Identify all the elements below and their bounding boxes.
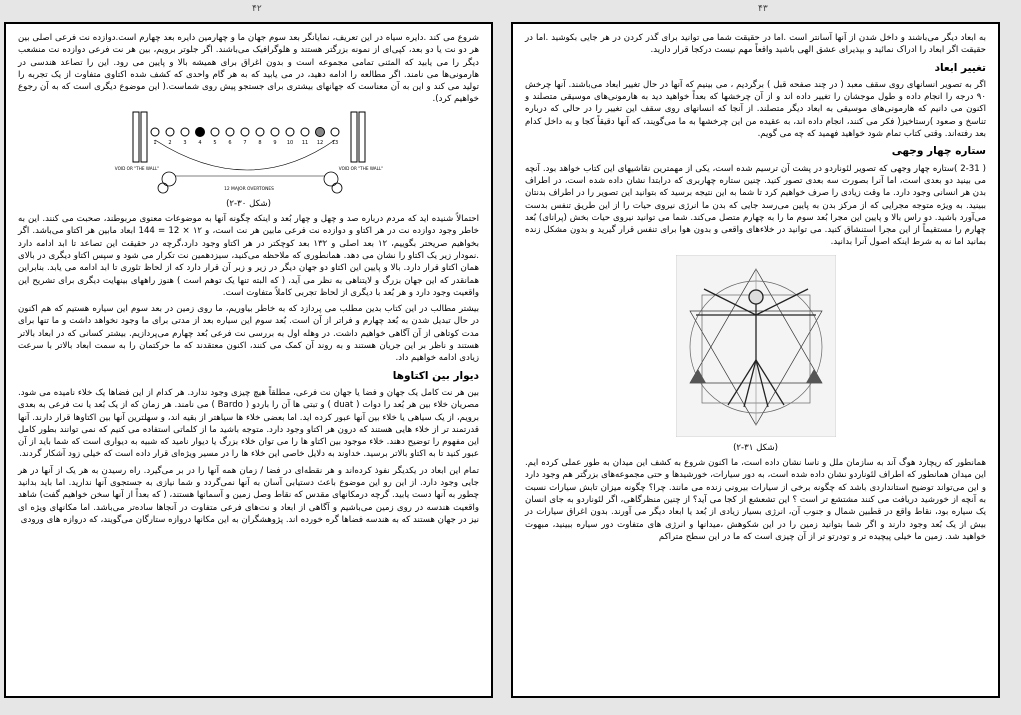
octave-diagram bbox=[99, 110, 399, 194]
note-number: 8 bbox=[257, 139, 262, 146]
page-number-right: ۴۳ bbox=[758, 4, 768, 14]
note-numbers bbox=[153, 140, 338, 146]
note-number: 6 bbox=[227, 139, 232, 146]
left-page-content bbox=[18, 32, 479, 688]
left-paragraph-3: بیشتر مطالب در این کتاب بدین مطلب می پردازد که به خاطر بیاوریم، ما روی زمین در بعد سوم این سیاره هستیم که هم اکنون در حال تبدیل شدن به بُعد چهارم و فراتر از آن است. بُعد سوم این سیاره بعد از مدتی برای ما وجود نخواهد داشت و ما تنها برای مدت کوتاهی از آن آگاهی خواهیم داشت. در وهله اول به بررسی نت فرعی بُعد چهارم می‌پردازیم. بیشتر کسانی که در ابعاد بالاتر هستند و ناظر بر این جریان هستند و به روند آن کمک می کنند، اکنون معتقدند که ما حرکتمان را به سمت ابعاد بالاتر با سرعت زیادی ادامه خواهیم داد. bbox=[18, 304, 479, 364]
right-page-content bbox=[525, 32, 986, 688]
note-number: 5 bbox=[212, 139, 217, 146]
note-circle-13 bbox=[331, 128, 339, 136]
note-circle-12-gray bbox=[315, 127, 324, 136]
note-number: 2 bbox=[167, 139, 172, 146]
right-page bbox=[511, 22, 1000, 698]
right-heading-dimension-shift: تغییر ابعاد bbox=[934, 61, 986, 74]
void-label-right: VOID OR "THE WALL" bbox=[338, 165, 383, 171]
note-circle-2 bbox=[166, 128, 174, 136]
note-circle-10 bbox=[286, 128, 294, 136]
overtone-circle bbox=[158, 183, 168, 193]
right-intro-paragraph: به ابعاد دیگر می‌باشند و داخل شدن از آنها آسانتر است .اما در حقیقت شما می توانید برای گذر کردن در هر جایی بکوشید .اما در حقیقت اگر ابعاد را ادراک نمائید و بپذیرای عشق الهی باشید واقعاً مهم نیست درکجا قرار دارید. bbox=[525, 33, 986, 56]
overtone-circle bbox=[162, 172, 176, 186]
wall-bar-left bbox=[133, 112, 139, 162]
void-label-left: VOID OR "THE WALL" bbox=[114, 165, 159, 171]
note-number: 13 bbox=[331, 139, 338, 146]
page-number-left: ۴۲ bbox=[252, 4, 262, 14]
note-circle-8 bbox=[256, 128, 264, 136]
left-paragraph-5: تمام این ابعاد در یکدیگر نفوذ کرده‌اند و هر نقطه‌ای در فضا / زمان همه آنها را در بر می‌گیرد. راه رسیدن به هر یک از آنها در هر جایی وجود دارد. از این رو این موضوع باعث دستیابی آسان به آنها نمی‌گردد و شما نیازی به جستجوی آنها ندارید. اما باید بدانید چطور به آنها دست یابید. گرچه درمکانهای مقدس که نقاط وصل زمین و آسمانها هستند، ( که بعداً از آنها سخن خواهیم گفت) شاهد واقعیت هندسه در روی زمین می‌باشیم و آگاهی از ابعاد و نت‌های فرعی متفاوت در آنجاها ساده‌تر می‌باشد. اما مکانهای ویژه ای نیز در جهان هستند که به هندسه فضاها گره خورده اند. پژوهشگران به این مکانها دروازه ستارگان می‌گویند، که دروازه های ورودی bbox=[18, 465, 479, 525]
right-heading-star-tetrahedron: ستاره چهار وجهی bbox=[891, 145, 986, 158]
overtone-circle bbox=[332, 183, 342, 193]
note-number: 11 bbox=[301, 139, 308, 146]
right-paragraph-2: ( 2-31 )ستاره چهار وجهی که تصویر لئوناردو در پشت آن ترسیم شده است، یکی از مهمترین نقاشیهای این کتاب خواهد بود. آنچه می بینید دو بعدی است، اما آنرا بصورت سه بعدی تصور کنید. چنین ستاره چهاربری که درابتدا نشان داده شده است، در اطراف بدن هر انسانی وجود دارد. ما وقت زیادی را صرف خواهیم کرد تا شما به این نتیجه برسید که بتوانید این تصویر را در اطراف بدنتان ببینید. به ویژه متوجه مجرایی که از مرکز بدن به پایین می‌رسد جایی که بدن ما انرژی نیروی حیات را از این طریق تنفس بدست می‌آورد باشید. دو راس بالا و پایین این مجرا بُعد سوم ما را به چهارم متصل می‌کند. شما می توانید نیروی حیات بخش (پرانای) بُعد چهارم را مستقیماً از این مجرا استنشاق کنید. می توانید در خلاءهای واقعی و بدون هوا برای تنفس قرار گیرید و بدون مشکل زنده بمانید اما نه به شرط اینکه اصول آنرا بدانید. bbox=[525, 163, 986, 248]
right-figure-caption: (شکل ۳۱-۲) bbox=[733, 442, 778, 453]
note-circle-7 bbox=[241, 128, 249, 136]
wall-bar-right bbox=[351, 112, 357, 162]
note-circle-11 bbox=[301, 128, 309, 136]
note-circle-3 bbox=[181, 128, 189, 136]
note-number: 10 bbox=[286, 139, 293, 146]
left-figure-caption: (شکل ۳۰-۲) bbox=[226, 198, 271, 209]
left-heading-wall: دیوار بین اکتاوها bbox=[392, 369, 479, 382]
left-paragraph-4: بین هر نت کامل یک جهان و فضا یا جهان نت فرعی، مطلقاً هیچ چیزی وجود ندارد. هر کدام از این فضاها یک خلاء نامیده می شود. مصریان خلاء بین هر بُعد را دوات ( duat ) و تبتی ها آن را باردو ( Bardo ) می نامند. هر زمان که از یک بُعد یا نت فرعی به بعدی برویم، از یک سیاهی یا خلاء بین آنها عبور کرده اید. اما بعضی خلاء ها سیاهتر از بقیه اند، و سهلترین آنها بین اکتاوها قرار دارند. آنها قدرتمند تر از خلاء هایی هستند که درون هر اکتاو وجود دارد. متوجه باشید ما از کلماتی استفاده می کنیم که نمی توانند بطور کامل این مفهوم را توضیح دهند. خلاء موجود بین اکتاو ها را می توان خلاء بزرگ یا دیوار نامید که شبیه به دیواری است که شما باید از آن عبور کنید تا به اکتاو بالاتر برسید. خداوند به دلایل خاصی این خلاء ها را در مسیر ویژه‌ای قرار داده است که خیلی زود آشکار گردند. bbox=[18, 387, 479, 460]
left-intro-paragraph: شروع می کند .دایره سیاه در این تعریف، نمایانگر بعد سوم جهان ما و چهارمین دایره بعد چهارم است.دوازده نت فرعی اصلی بین هر دو نت یا دو بعد، کپی‌ای از نمونه بزرگتر هستند و هلوگرافیک می‌باشند. اگر جلوتر برویم، بین هر نت فرعی دوازده نت منشعب دیگر را می یابید که المثنی تمامی مجموعه است و بدون اغراق برای همیشه بالا و پایین می رود. این را تصاعد هندسی در هارمونی‌ها می نامند. اگر مطالعه را ادامه دهید، در می یابید که به هر گام واحدی که کشف شده اکتاوی متفاوت از یک تجربه را تولید می کند و این به آن معناست که جهانهای بیشتری برای جستجو پیش روی شماست.( این موضوع دیگری است که به آن رجوع خواهیم کرد). bbox=[18, 33, 479, 105]
vitruvian-figure bbox=[676, 255, 836, 437]
note-circle-6 bbox=[226, 128, 234, 136]
note-circle-5 bbox=[211, 128, 219, 136]
note-number: 7 bbox=[242, 139, 247, 146]
note-number: 12 bbox=[316, 139, 323, 146]
note-circle-1 bbox=[151, 128, 159, 136]
right-paragraph-1: اگر به تصویر انسانهای روی سقف معبد ( در چند صفحه قبل ) برگردیم ، می بینیم که آنها در حال تغییر ابعاد می‌باشند. آنها چرخش ۹۰ درجه را انجام داده و طول موجشان را تغییر داده اند و از آن چرخشها که بعداً خواهید دید به هارمونی‌های موسیقی متصلند و اکنون می دانیم که هارمونی‌های موسیقی به ابعاد دیگر متصلند. از آنجا که انسانهای روی سقف این تغییر را در حالی که درباره تناسخ و صعود )رستاخیز( فکر می کنند، انجام داده اند، به عقیده من این چرخشها به ما می‌گویند، که آنها دقیقاً کجا و به داخل کدام بعد رفته‌اند. وقتی کتاب تمام شود خواهید فهمید که چه می گویم. bbox=[525, 79, 986, 140]
left-page bbox=[4, 22, 493, 698]
left-paragraph-2: احتمالاً شنیده اید که مردم درباره صد و چهل و چهار بُعد و اینکه چگونه آنها به موضوعات معنوی مربوطند، صحبت می کنند. این به خاطر وجود دوازده نت در هر اکتاو و دوازده نت فرعی مابین هر نت است، و ۱۲ × 12 = 144 ابعاد مابین هر اکتاو می‌باشد. اگر بخواهیم صریحتر بگوییم، ۱۲ بعد اصلی و ۱۳۲ بعد کوچکتر در هر اکتاو وجود دارد،گرچه در حقیقت این تصاعد تا ابد ادامه دارد .نمودار زیر یک اکتاو را نشان می دهد. همانطوری که ملاحظه می‌کنید، سیزدهمین نت تکرار می شود و سپس اکتاو دیگری در بالای همان اکتاو قرار دارد. بالا و پایین این اکتاو دو جهان دیگر در زیر و زبر آن قرار دارد که از لحاظ تئوری تا ابد ادامه می یابد. بنابراین همانقدر که این جهان بزرگ و لایتناهی به نظر می آید، ( که البته تنها یک توهم است ) هنوز راههای بینهایت دیگری برای تشریح این واقعیت وجود دارد و هر بُعد با دیگری از لحاظ تجربی کاملاً متفاوت است. bbox=[18, 214, 479, 298]
note-number: 4 bbox=[197, 139, 202, 146]
note-circle-9 bbox=[271, 128, 279, 136]
overtone-circle bbox=[324, 172, 338, 186]
right-paragraph-3: همانطور که ریچارد هوگ آند به سازمان ملل و ناسا نشان داده است، ما اکنون شروع به کشف این میدان به طور عملی کرده ایم. این میدان همانطور که اطراف لئوناردو نشان داده شده است، به دور سیارات، خورشیدها و حتی مجموعه‌های بزرگتر هم وجود دارد و این می‌تواند توضیح استانداردی باشد که چگونه برخی از سیارات بیرونی زنده می مانند. چرا؟ چگونه میزان تابش سیارات نسبت به آنچه از خورشید دریافت می کنند مشتشع تر است ؟ این تشعشع از کجا می آید؟ از چنین منظرگاهی، اگر لئوناردو به جای انسان یک سیاره بود، نقاط واقع در قطبین شمال و جنوب آن، انرژی بسیار زیادی از بُعد یا ابعاد دیگر می آورند. بدون اغراق سیارات در بیش از یک بُعد وجود دارند و اگر شما بتوانید زمین را در این شکوهش ،میدانها و انرژی های متفاوت دور سیاره ببینید، مبهوت خواهید شد. زمین ما خیلی پیچیده تر و تودرتو تر از آن چیزی است که ما در این سطح متراکم bbox=[525, 458, 986, 542]
wall-bar-left-2 bbox=[141, 112, 147, 162]
vitruvian-star-illustration bbox=[676, 255, 836, 437]
note-circle-4-black bbox=[195, 127, 204, 136]
note-circles bbox=[151, 127, 339, 136]
note-number: 3 bbox=[182, 139, 187, 146]
note-number: 1 bbox=[152, 139, 157, 146]
note-number: 9 bbox=[272, 139, 277, 146]
overtones-label: 12 MAJOR OVERTONES bbox=[223, 186, 274, 192]
wall-bar-right-2 bbox=[359, 112, 365, 162]
